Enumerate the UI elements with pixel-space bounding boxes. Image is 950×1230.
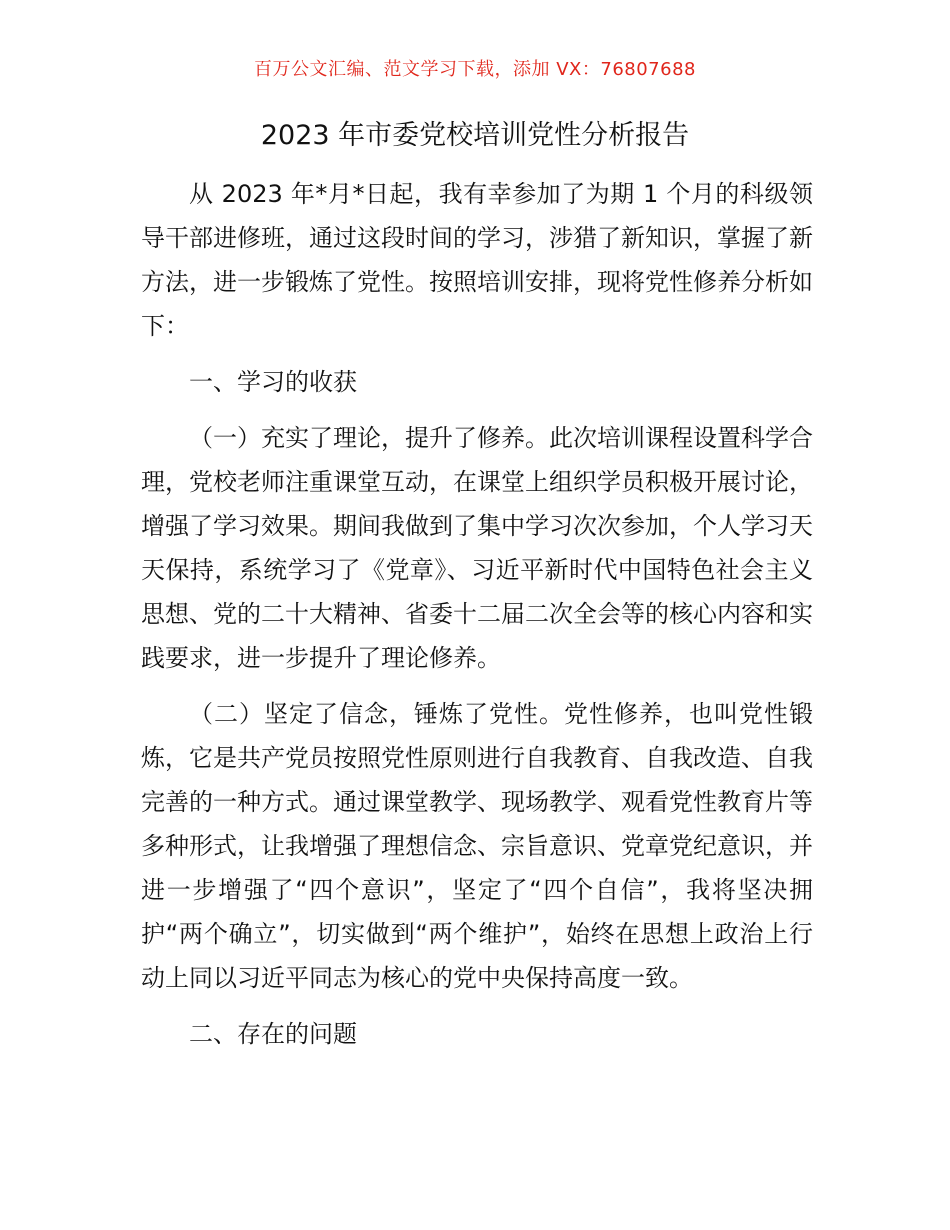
intro-paragraph: 从 2023 年*月*日起，我有幸参加了为期 1 个月的科级领导干部进修班，通过这段时间的学习，涉猎了新知识，掌握了新方法，进一步锻炼了党性。按照培训安排，现将党性修养分析如下：: [141, 180, 813, 340]
gains-paragraph-belief: （二）坚定了信念，锤炼了党性。党性修养，也叫党性锻炼，它是共产党员按照党性原则进行自我教育、自我改造、自我完善的一种方式。通过课堂教学、现场教学、观看党性教育片等多种形式，让我增强了理想信念、宗旨意识、党章党纪意识，并进一步增强了“四个意识”，坚定了“四个自信”，我将坚决拥护“两个确立”，切实做到“两个维护”，始终在思想上政治上行动上同以习近平同志为核心的党中央保持高度一致。: [141, 700, 813, 992]
document-body: [141, 172, 813, 1068]
page-title: 2023 年市委党校培训党性分析报告: [260, 120, 690, 151]
section-heading-gains: 一、学习的收获: [189, 368, 357, 396]
download-notice: 百万公文汇编、范文学习下载，添加 VX：76807688: [254, 59, 696, 80]
gains-paragraph-theory: （一）充实了理论，提升了修养。此次培训课程设置科学合理，党校老师注重课堂互动，在课堂上组织学员积极开展讨论，增强了学习效果。期间我做到了集中学习次次参加，个人学习天天保持，系统学习了《党章》、习近平新时代中国特色社会主义思想、党的二十大精神、省委十二届二次全会等的核心内容和实践要求，进一步提升了理论修养。: [141, 424, 813, 672]
section-heading-problems: 二、存在的问题: [189, 1020, 357, 1048]
